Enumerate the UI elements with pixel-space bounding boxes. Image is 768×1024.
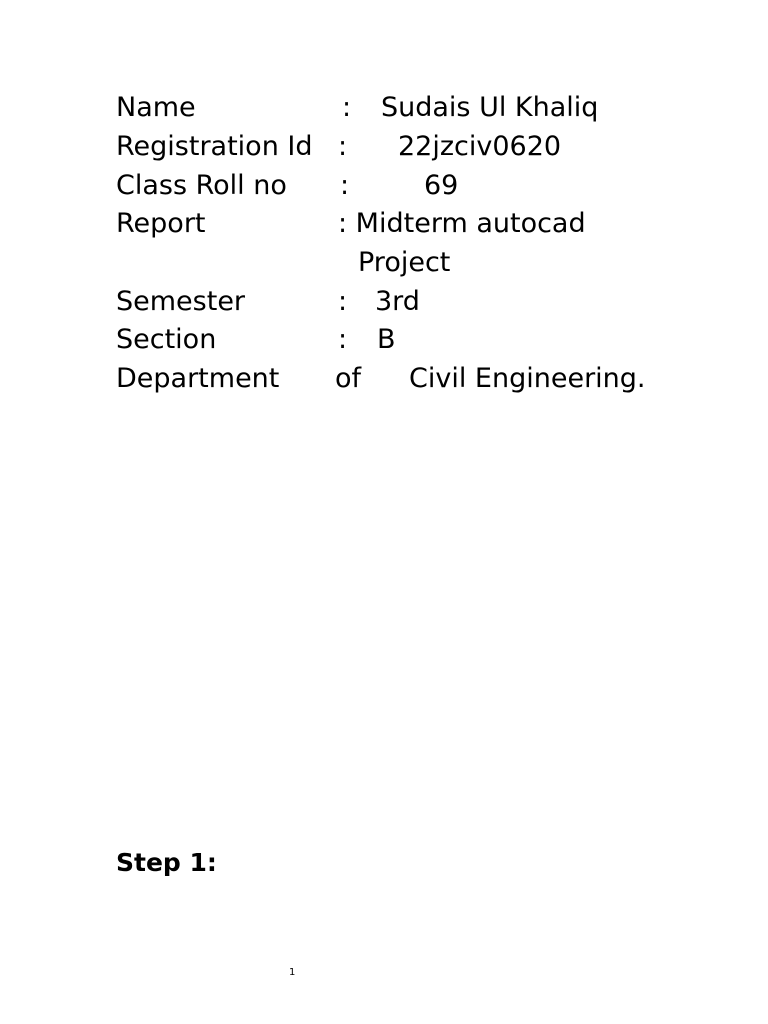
roll-value: 69: [424, 170, 459, 201]
name-value: Sudais Ul Khaliq: [381, 92, 599, 123]
registration-value: 22jzciv0620: [398, 131, 562, 162]
roll-colon: :: [340, 170, 350, 201]
roll-label: Class Roll no: [116, 170, 287, 201]
registration-label: Registration Id: [116, 131, 313, 162]
semester-label: Semester: [116, 286, 246, 317]
section-value: B: [377, 324, 396, 355]
semester-colon: :: [338, 286, 348, 317]
semester-value: 3rd: [375, 286, 420, 317]
registration-colon: :: [338, 131, 348, 162]
report-value: : Midterm autocad: [338, 208, 586, 239]
department-of: of: [335, 363, 362, 394]
name-label: Name: [116, 92, 196, 123]
name-colon: :: [342, 92, 352, 123]
report-value-cont: Project: [358, 247, 451, 278]
report-label: Report: [116, 208, 206, 239]
department-value: Civil Engineering.: [409, 363, 646, 394]
section-label: Section: [116, 324, 217, 355]
step-heading: Step 1:: [116, 848, 217, 877]
section-colon: :: [338, 324, 348, 355]
page-number: 1: [289, 967, 296, 978]
department-label: Department: [116, 363, 280, 394]
